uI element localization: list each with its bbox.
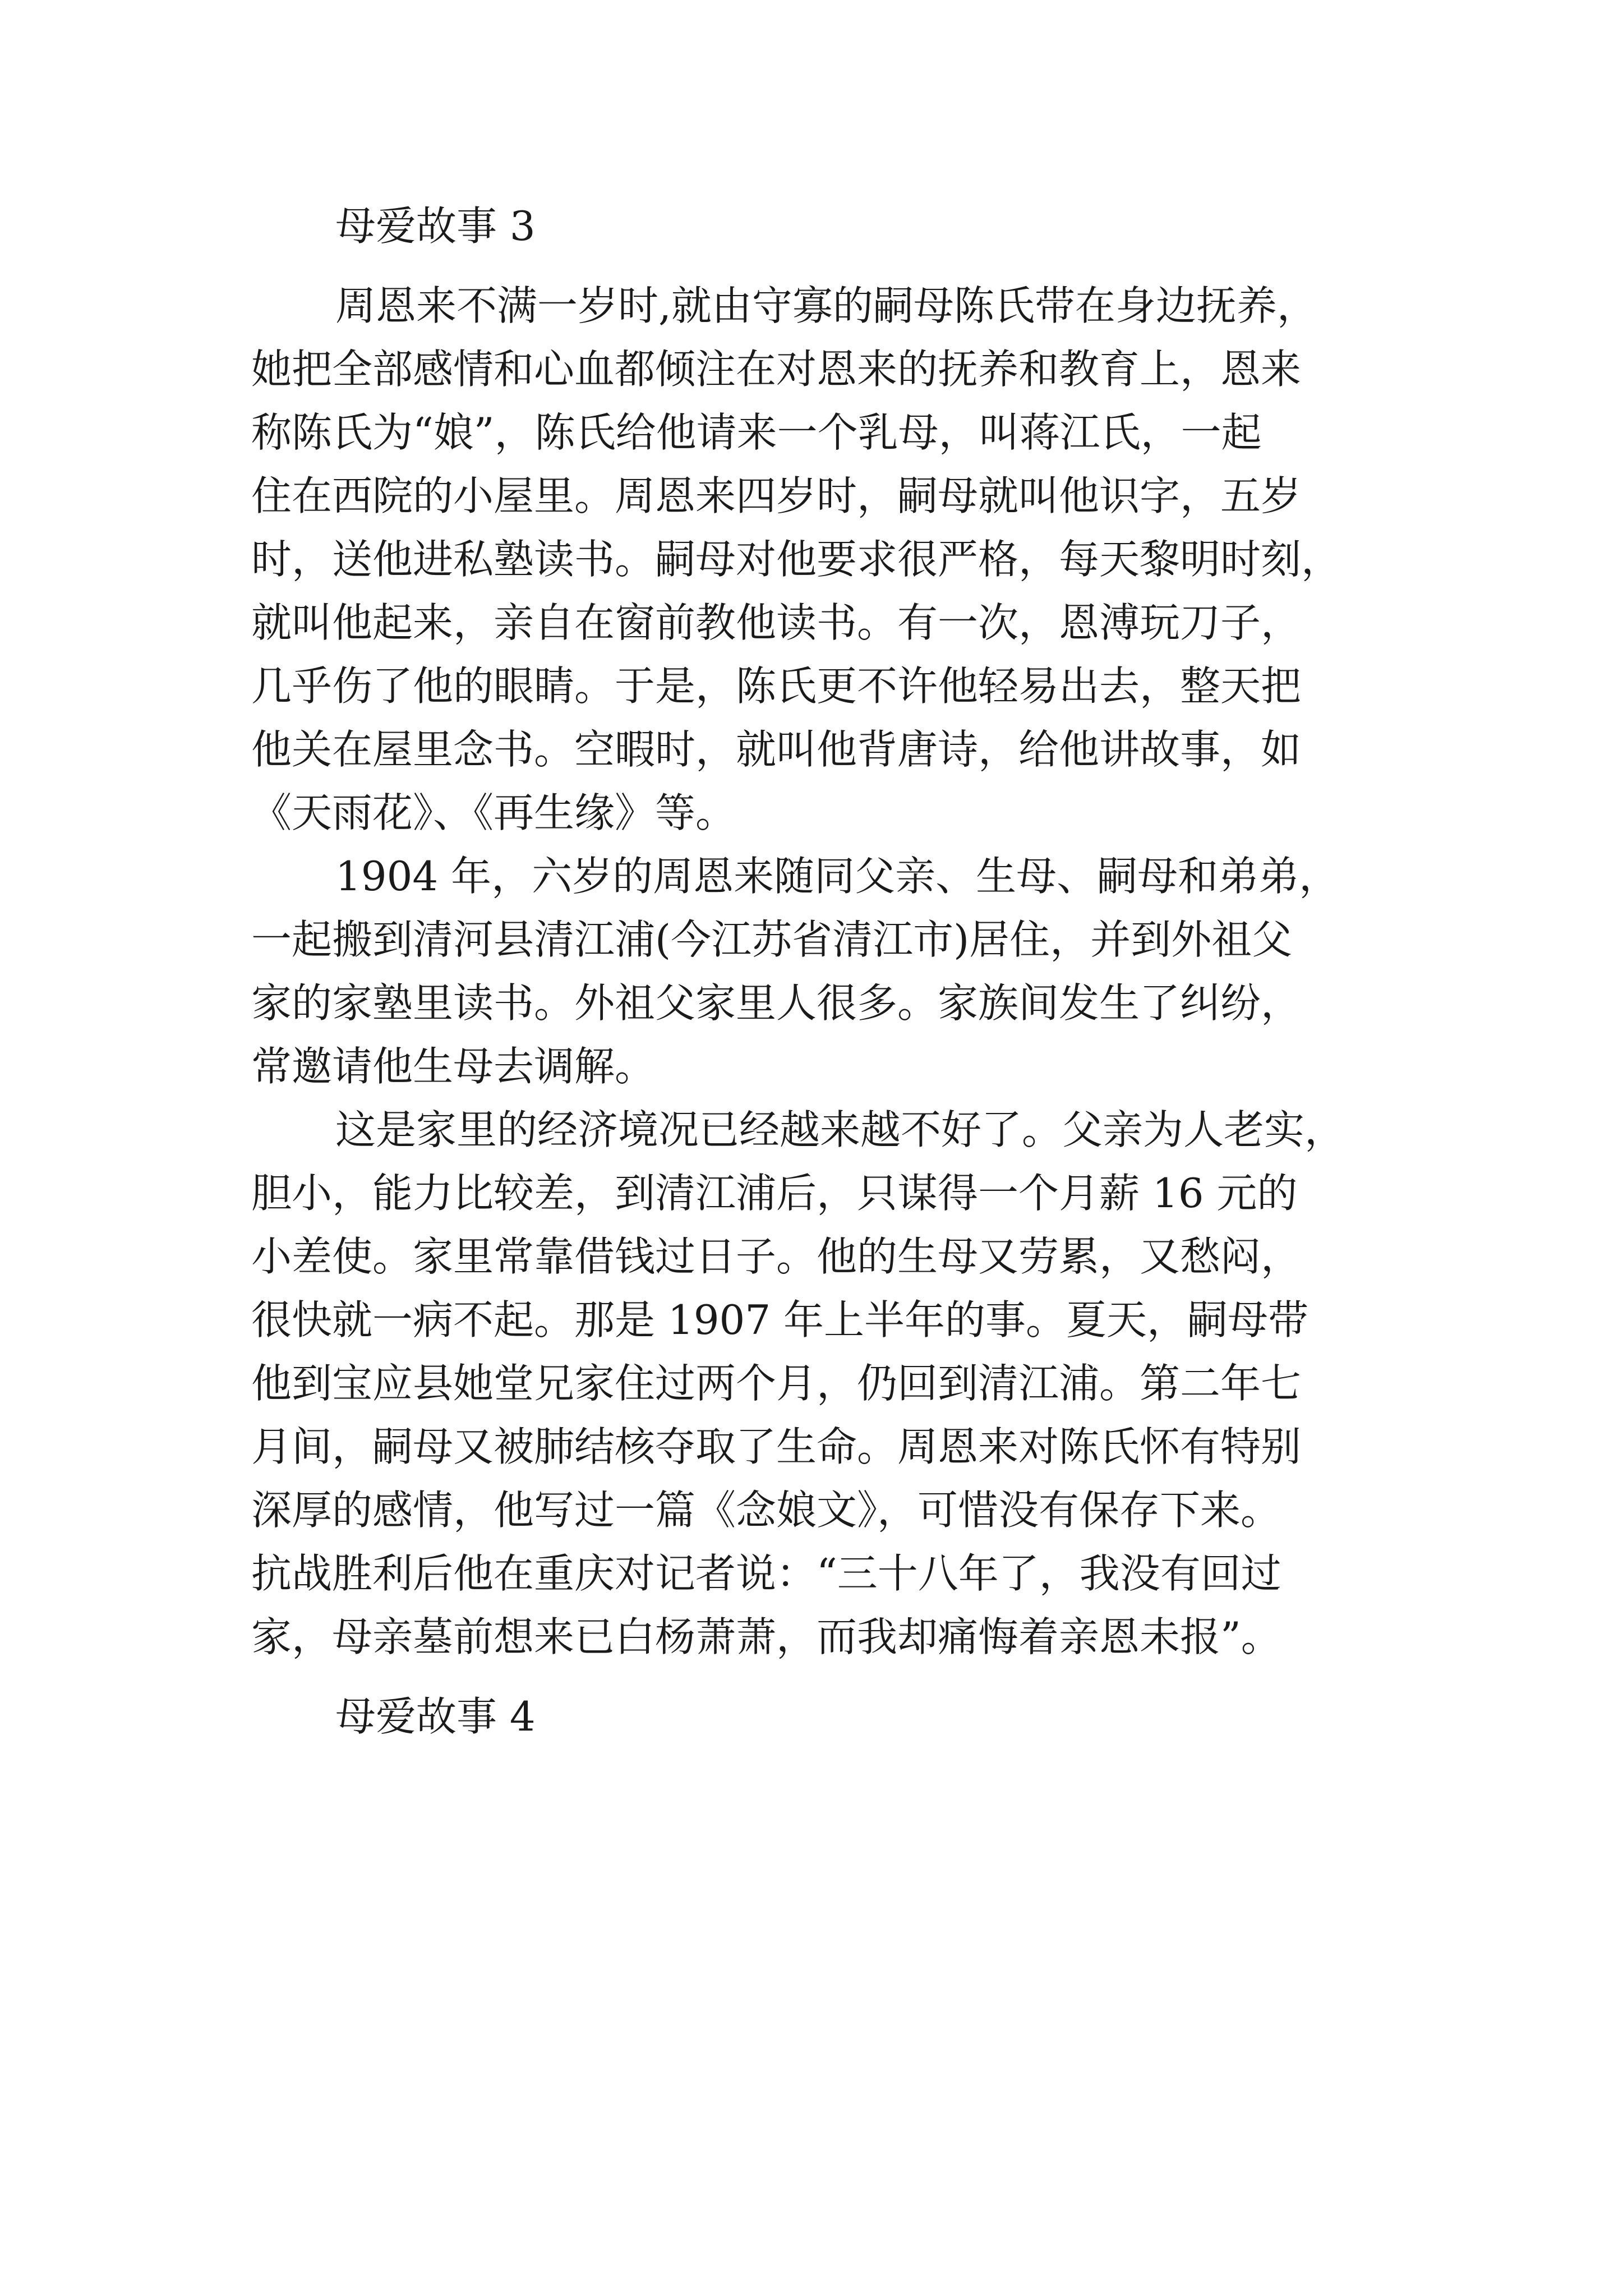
text-line: 月间，嗣母又被肺结核夺取了生命。周恩来对陈氏怀有特别 [251,1423,1302,1470]
text-line: 这是家里的经济境况已经越来越不好了。父亲为人老实， [335,1106,1345,1153]
section-heading-4: 母爱故事 4 [335,1693,536,1740]
paragraph-1 [251,274,1418,845]
text-line: 很快就一病不起。那是 1907 年上半年的事。夏天，嗣母带 [251,1296,1309,1343]
text-line: 小差使。家里常靠借钱过日子。他的生母又劳累，又愁闷， [251,1233,1302,1280]
text-line: 家的家塾里读书。外祖父家里人很多。家族间发生了纠纷， [251,979,1302,1027]
text-line: 《天雨花》、《再生缘》等。 [251,789,736,836]
text-line: 他到宝应县她堂兄家住过两个月，仍回到清江浦。第二年七 [251,1360,1302,1407]
document-body [251,199,1418,1743]
paragraph-3 [251,1098,1418,1669]
text-line: 常邀请他生母去调解。 [251,1043,656,1090]
text-line: 胆小，能力比较差，到清江浦后，只谋得一个月薪 16 元的 [251,1170,1298,1217]
text-line: 时，送他进私塾读书。嗣母对他要求很严格，每天黎明时刻， [251,536,1342,583]
text-line: 称陈氏为“娘”，陈氏给他请来一个乳母，叫蒋江氏，一起 [251,409,1262,456]
text-line: 1904 年，六岁的周恩来随同父亲、生母、嗣母和弟弟， [335,853,1340,900]
text-line: 他关在屋里念书。空暇时，就叫他背唐诗，给他讲故事，如 [251,726,1302,773]
text-line: 周恩来不满一岁时,就由守寡的嗣母陈氏带在身边抚养， [335,282,1317,329]
text-line: 家，母亲墓前想来已白杨萧萧，而我却痛悔着亲恩未报”。 [251,1613,1281,1660]
text-line: 一起搬到清河县清江浦(今江苏省清江市)居住，并到外祖父 [251,916,1293,963]
text-line: 住在西院的小屋里。周恩来四岁时，嗣母就叫他识字，五岁 [251,472,1302,519]
paragraph-2 [251,845,1418,1098]
text-line: 抗战胜利后他在重庆对记者说：“三十八年了，我没有回过 [251,1550,1281,1597]
text-line: 就叫他起来，亲自在窗前教他读书。有一次，恩溥玩刀子， [251,599,1302,646]
section-heading-3: 母爱故事 3 [335,203,536,250]
text-line: 几乎伤了他的眼睛。于是，陈氏更不许他轻易出去，整天把 [251,662,1302,710]
text-line: 她把全部感情和心血都倾注在对恩来的抚养和教育上，恩来 [251,346,1302,393]
text-line: 深厚的感情，他写过一篇《念娘文》，可惜没有保存下来。 [251,1487,1281,1534]
